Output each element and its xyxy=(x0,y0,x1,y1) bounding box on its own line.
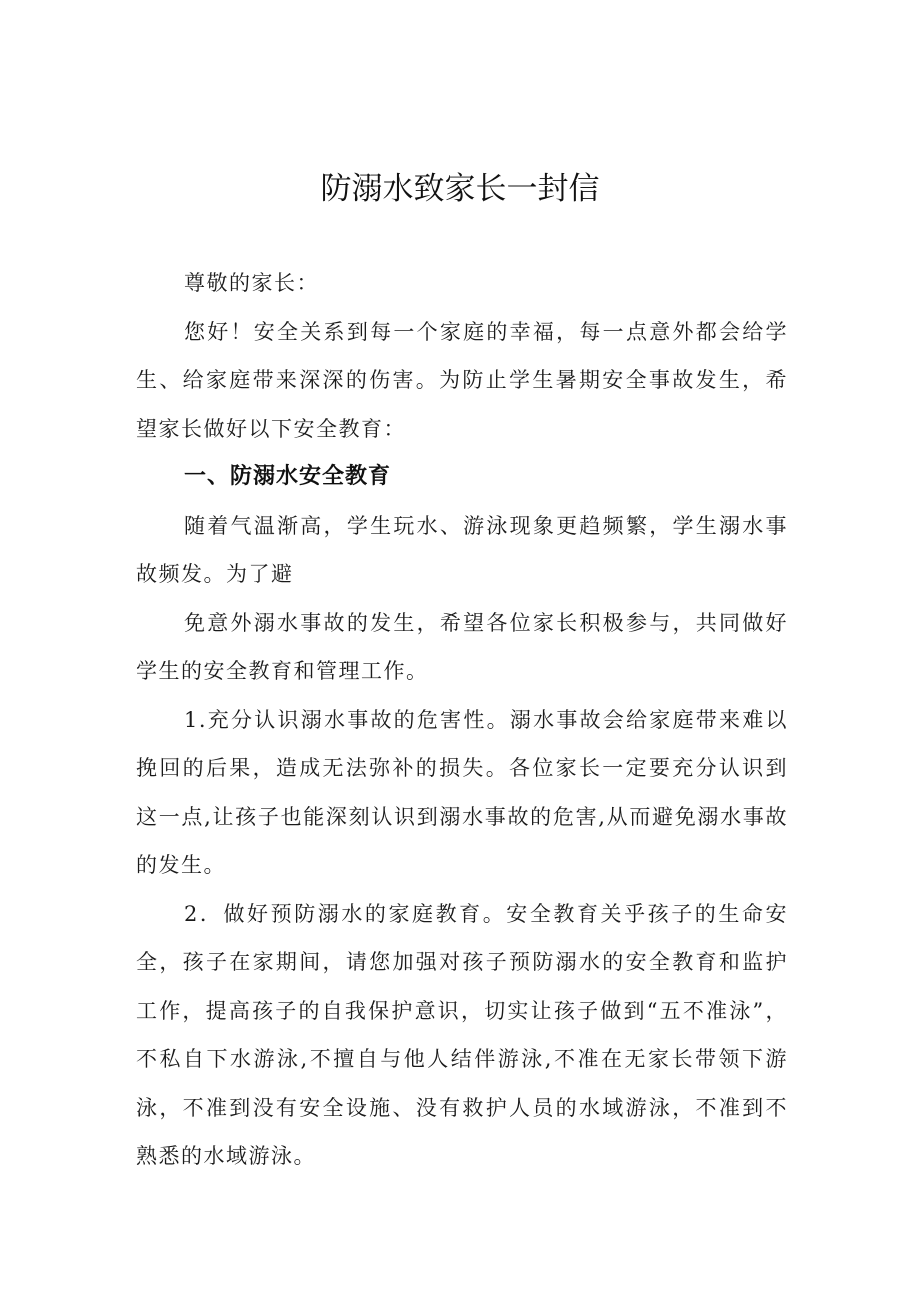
paragraph-greeting: 您好！安全关系到每一个家庭的幸福，每一点意外都会给学生、给家庭带来深深的伤害。为防止学生暑期安全事故发生，希望家长做好以下安全教育： xyxy=(136,319,788,441)
paragraph-intro-continued: 免意外溺水事故的发生，希望各位家长积极参与，共同做好学生的安全教育和管理工作。 xyxy=(136,610,788,683)
paragraph-item-2: 2．做好预防溺水的家庭教育。安全教育关乎孩子的生命安全，孩子在家期间，请您加强对孩子预防溺水的安全教育和监护工作，提高孩子的自我保护意识，切实让孩子做到“五不准泳”，不私自下水游泳,不擅自与他人结伴游泳,不准在无家长带领下游泳，不准到没有安全设施、没有救护人员的水域游泳，不准到不熟悉的水域游泳。 xyxy=(136,901,788,1168)
paragraph-intro: 随着气温渐高，学生玩水、游泳现象更趋频繁，学生溺水事故频发。为了避 xyxy=(136,513,788,586)
salutation: 尊敬的家长： xyxy=(184,271,319,295)
section-heading: 一、防溺水安全教育 xyxy=(184,464,392,489)
paragraph-item-1: 1.充分认识溺水事故的危害性。溺水事故会给家庭带来难以挽回的后果，造成无法弥补的损失。各位家长一定要充分认识到这一点,让孩子也能深刻认识到溺水事故的危害,从而避免溺水事故的发生。 xyxy=(136,707,788,877)
page-title: 防溺水致家长一封信 xyxy=(320,171,600,207)
letter-body xyxy=(136,259,788,1181)
